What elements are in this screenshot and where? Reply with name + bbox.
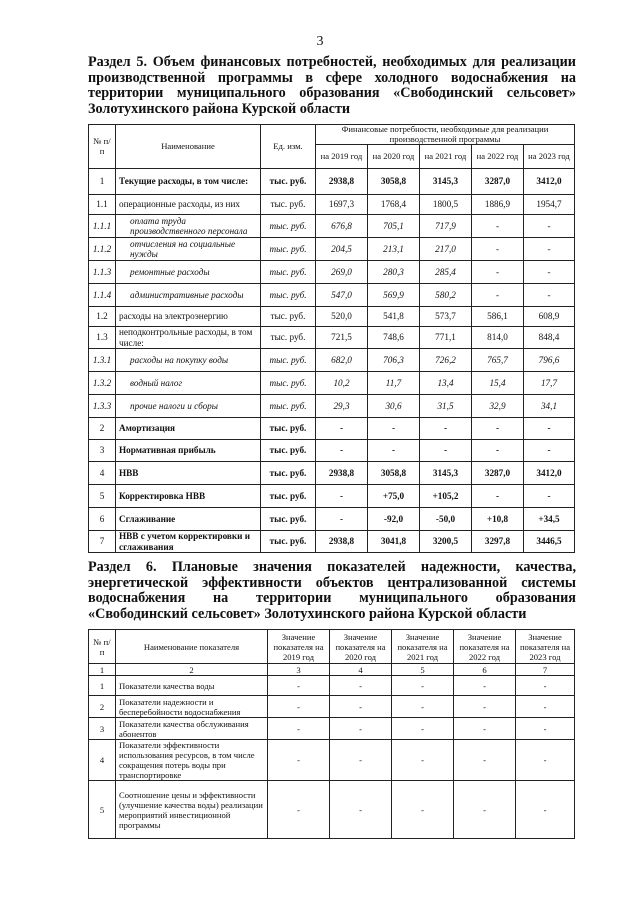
row-value: - bbox=[524, 215, 575, 238]
row-value: 1886,9 bbox=[472, 195, 524, 215]
row-value: 2938,8 bbox=[316, 531, 368, 553]
row-name: Показатели эффективности использования ресурсов, в том числе сокращения потерь воды при транспортировке bbox=[116, 740, 268, 781]
row-value: 706,3 bbox=[368, 349, 420, 372]
row-value: - bbox=[524, 485, 575, 508]
table-row bbox=[89, 508, 575, 531]
header-year: Значение показателя на 2021 год bbox=[392, 630, 454, 664]
row-value: 13,4 bbox=[420, 372, 472, 395]
row-value: - bbox=[316, 418, 368, 440]
row-value: 608,9 bbox=[524, 307, 575, 327]
row-value: 771,1 bbox=[420, 327, 472, 349]
row-name: Корректировка НВВ bbox=[116, 485, 261, 508]
row-value: 11,7 bbox=[368, 372, 420, 395]
column-number: 4 bbox=[330, 664, 392, 676]
header-unit: Ед. изм. bbox=[261, 125, 316, 169]
row-value: 3287,0 bbox=[472, 169, 524, 195]
row-value: - bbox=[368, 418, 420, 440]
row-value: 3058,8 bbox=[368, 169, 420, 195]
row-value: -92,0 bbox=[368, 508, 420, 531]
header-num: № п/п bbox=[89, 125, 116, 169]
row-name: расходы на электроэнергию bbox=[116, 307, 261, 327]
column-number: 7 bbox=[516, 664, 575, 676]
table-row bbox=[89, 718, 575, 740]
row-unit: тыс. руб. bbox=[261, 440, 316, 462]
row-value: 586,1 bbox=[472, 307, 524, 327]
row-value: 31,5 bbox=[420, 395, 472, 418]
row-value: 1800,5 bbox=[420, 195, 472, 215]
row-num: 7 bbox=[89, 531, 116, 553]
row-value: 814,0 bbox=[472, 327, 524, 349]
row-value: 726,2 bbox=[420, 349, 472, 372]
column-number: 2 bbox=[116, 664, 268, 676]
row-value: 3412,0 bbox=[524, 169, 575, 195]
table-row bbox=[89, 349, 575, 372]
row-value: 204,5 bbox=[316, 238, 368, 261]
table-row bbox=[89, 676, 575, 696]
row-value: - bbox=[454, 676, 516, 696]
row-name: Текущие расходы, в том числе: bbox=[116, 169, 261, 195]
row-num: 4 bbox=[89, 462, 116, 485]
row-num: 4 bbox=[89, 740, 116, 781]
row-name: расходы на покупку воды bbox=[116, 349, 261, 372]
row-value: 10,2 bbox=[316, 372, 368, 395]
row-value: 848,4 bbox=[524, 327, 575, 349]
row-unit: тыс. руб. bbox=[261, 508, 316, 531]
row-unit: тыс. руб. bbox=[261, 284, 316, 307]
row-num: 1.3 bbox=[89, 327, 116, 349]
table-row bbox=[89, 696, 575, 718]
row-unit: тыс. руб. bbox=[261, 418, 316, 440]
row-unit: тыс. руб. bbox=[261, 261, 316, 284]
row-value: +105,2 bbox=[420, 485, 472, 508]
header-year: на 2020 год bbox=[368, 145, 420, 169]
row-value: - bbox=[268, 718, 330, 740]
row-value: 3058,8 bbox=[368, 462, 420, 485]
row-value: 676,8 bbox=[316, 215, 368, 238]
row-name: Показатели качества обслуживания абонентов bbox=[116, 718, 268, 740]
row-num: 1.3.3 bbox=[89, 395, 116, 418]
row-name: операционные расходы, из них bbox=[116, 195, 261, 215]
row-name: прочие налоги и сборы bbox=[116, 395, 261, 418]
row-value: - bbox=[524, 284, 575, 307]
table-row bbox=[89, 307, 575, 327]
row-value: - bbox=[268, 676, 330, 696]
row-value: - bbox=[516, 676, 575, 696]
row-value: - bbox=[392, 781, 454, 839]
row-value: - bbox=[472, 284, 524, 307]
row-unit: тыс. руб. bbox=[261, 372, 316, 395]
row-value: 3145,3 bbox=[420, 462, 472, 485]
table-row bbox=[89, 418, 575, 440]
row-value: - bbox=[454, 718, 516, 740]
row-value: - bbox=[472, 261, 524, 284]
row-num: 1.1 bbox=[89, 195, 116, 215]
header-year: Значение показателя на 2019 год bbox=[268, 630, 330, 664]
row-value: 269,0 bbox=[316, 261, 368, 284]
row-num: 3 bbox=[89, 440, 116, 462]
header-year: на 2023 год bbox=[524, 145, 575, 169]
row-value: 32,9 bbox=[472, 395, 524, 418]
row-value: 748,6 bbox=[368, 327, 420, 349]
row-num: 6 bbox=[89, 508, 116, 531]
row-value: - bbox=[516, 696, 575, 718]
row-value: - bbox=[420, 440, 472, 462]
row-value: 796,6 bbox=[524, 349, 575, 372]
row-value: -50,0 bbox=[420, 508, 472, 531]
row-value: 29,3 bbox=[316, 395, 368, 418]
row-value: - bbox=[472, 238, 524, 261]
row-value: - bbox=[368, 440, 420, 462]
row-name: водный налог bbox=[116, 372, 261, 395]
row-value: 17,7 bbox=[524, 372, 575, 395]
row-unit: тыс. руб. bbox=[261, 238, 316, 261]
row-name: НВВ с учетом корректировки и сглаживания bbox=[116, 531, 261, 553]
row-unit: тыс. руб. bbox=[261, 307, 316, 327]
row-name: административные расходы bbox=[116, 284, 261, 307]
table-row bbox=[89, 462, 575, 485]
row-name: неподконтрольные расходы, в том числе: bbox=[116, 327, 261, 349]
row-value: 717,9 bbox=[420, 215, 472, 238]
column-number: 5 bbox=[392, 664, 454, 676]
row-value: 280,3 bbox=[368, 261, 420, 284]
row-value: 3287,0 bbox=[472, 462, 524, 485]
row-num: 3 bbox=[89, 718, 116, 740]
row-num: 5 bbox=[89, 781, 116, 839]
table-row bbox=[89, 261, 575, 284]
row-value: - bbox=[472, 440, 524, 462]
header-year: на 2019 год bbox=[316, 145, 368, 169]
row-value: +75,0 bbox=[368, 485, 420, 508]
row-unit: тыс. руб. bbox=[261, 215, 316, 238]
table-row bbox=[89, 485, 575, 508]
header-year: Значение показателя на 2022 год bbox=[454, 630, 516, 664]
table-row bbox=[89, 284, 575, 307]
row-value: 3412,0 bbox=[524, 462, 575, 485]
row-value: - bbox=[454, 740, 516, 781]
row-value: 765,7 bbox=[472, 349, 524, 372]
row-value: 547,0 bbox=[316, 284, 368, 307]
row-value: 3446,5 bbox=[524, 531, 575, 553]
row-value: 1768,4 bbox=[368, 195, 420, 215]
row-value: +34,5 bbox=[524, 508, 575, 531]
row-num: 1.3.2 bbox=[89, 372, 116, 395]
row-value: - bbox=[472, 418, 524, 440]
row-value: - bbox=[330, 740, 392, 781]
row-name: Сглаживание bbox=[116, 508, 261, 531]
row-value: +10,8 bbox=[472, 508, 524, 531]
row-value: 30,6 bbox=[368, 395, 420, 418]
section5-title: Раздел 5. Объем финансовых потребностей, необходимых для реализации производственной программы в сфере холодного водоснабжения на территории муниципального образования «Свободинский сельсовет» Золотухинского района Курской области bbox=[88, 54, 576, 117]
row-value: 3297,8 bbox=[472, 531, 524, 553]
row-name: Показатели надежности и бесперебойности водоснабжения bbox=[116, 696, 268, 718]
header-row bbox=[89, 630, 575, 664]
row-value: - bbox=[330, 676, 392, 696]
header-year: на 2021 год bbox=[420, 145, 472, 169]
table-row bbox=[89, 781, 575, 839]
row-name: Показатели качества воды bbox=[116, 676, 268, 696]
row-value: - bbox=[524, 440, 575, 462]
row-value: - bbox=[524, 238, 575, 261]
header-year: Значение показателя на 2020 год bbox=[330, 630, 392, 664]
row-value: - bbox=[392, 740, 454, 781]
row-value: 541,8 bbox=[368, 307, 420, 327]
row-value: - bbox=[516, 740, 575, 781]
row-num: 1.1.2 bbox=[89, 238, 116, 261]
header-name: Наименование показателя bbox=[116, 630, 268, 664]
header-name: Наименование bbox=[116, 125, 261, 169]
row-value: - bbox=[268, 696, 330, 718]
table-row bbox=[89, 372, 575, 395]
row-value: 2938,8 bbox=[316, 169, 368, 195]
row-value: 705,1 bbox=[368, 215, 420, 238]
row-unit: тыс. руб. bbox=[261, 531, 316, 553]
row-value: - bbox=[524, 418, 575, 440]
row-value: 213,1 bbox=[368, 238, 420, 261]
row-value: - bbox=[268, 781, 330, 839]
row-value: 2938,8 bbox=[316, 462, 368, 485]
row-value: 285,4 bbox=[420, 261, 472, 284]
row-value: - bbox=[524, 261, 575, 284]
row-value: 217,0 bbox=[420, 238, 472, 261]
row-unit: тыс. руб. bbox=[261, 349, 316, 372]
column-number-row bbox=[89, 664, 575, 676]
header-year: на 2022 год bbox=[472, 145, 524, 169]
row-value: - bbox=[472, 215, 524, 238]
row-value: 3145,3 bbox=[420, 169, 472, 195]
row-value: 1697,3 bbox=[316, 195, 368, 215]
column-number: 1 bbox=[89, 664, 116, 676]
row-name: ремонтные расходы bbox=[116, 261, 261, 284]
page-number: 3 bbox=[316, 34, 324, 49]
row-unit: тыс. руб. bbox=[261, 462, 316, 485]
row-num: 1.3.1 bbox=[89, 349, 116, 372]
row-value: 569,9 bbox=[368, 284, 420, 307]
table-row bbox=[89, 169, 575, 195]
row-value: - bbox=[516, 781, 575, 839]
row-value: 573,7 bbox=[420, 307, 472, 327]
row-value: - bbox=[316, 485, 368, 508]
row-num: 1.1.4 bbox=[89, 284, 116, 307]
row-value: - bbox=[268, 740, 330, 781]
row-num: 1.1.1 bbox=[89, 215, 116, 238]
header-row bbox=[89, 125, 575, 145]
row-value: - bbox=[330, 718, 392, 740]
row-value: 15,4 bbox=[472, 372, 524, 395]
table-row bbox=[89, 327, 575, 349]
row-value: - bbox=[330, 696, 392, 718]
column-number: 3 bbox=[268, 664, 330, 676]
indicators-table bbox=[88, 629, 575, 839]
row-name: НВВ bbox=[116, 462, 261, 485]
table-row bbox=[89, 531, 575, 553]
row-value: 580,2 bbox=[420, 284, 472, 307]
row-value: - bbox=[316, 440, 368, 462]
row-num: 5 bbox=[89, 485, 116, 508]
row-unit: тыс. руб. bbox=[261, 485, 316, 508]
row-num: 1 bbox=[89, 676, 116, 696]
row-num: 2 bbox=[89, 696, 116, 718]
row-name: Амортизация bbox=[116, 418, 261, 440]
table-row bbox=[89, 440, 575, 462]
row-value: 721,5 bbox=[316, 327, 368, 349]
row-value: 682,0 bbox=[316, 349, 368, 372]
row-value: 3041,8 bbox=[368, 531, 420, 553]
row-value: - bbox=[392, 718, 454, 740]
row-value: 3200,5 bbox=[420, 531, 472, 553]
row-num: 1.2 bbox=[89, 307, 116, 327]
header-year: Значение показателя на 2023 год bbox=[516, 630, 575, 664]
row-value: 520,0 bbox=[316, 307, 368, 327]
row-value: 1954,7 bbox=[524, 195, 575, 215]
row-value: - bbox=[316, 508, 368, 531]
section6-title: Раздел 6. Плановые значения показателей надежности, качества, энергетической эффективности объектов централизованной системы водоснабжения на территории муниципального образования «Свободинский сельсовет» Золотухинского района Курской области bbox=[88, 559, 576, 622]
row-num: 2 bbox=[89, 418, 116, 440]
row-name: оплата труда производственного персонала bbox=[116, 215, 261, 238]
row-value: - bbox=[420, 418, 472, 440]
table-row bbox=[89, 215, 575, 238]
row-value: - bbox=[516, 718, 575, 740]
row-value: - bbox=[454, 781, 516, 839]
row-unit: тыс. руб. bbox=[261, 195, 316, 215]
row-unit: тыс. руб. bbox=[261, 169, 316, 195]
table-row bbox=[89, 740, 575, 781]
row-name: Нормативная прибыль bbox=[116, 440, 261, 462]
row-value: - bbox=[454, 696, 516, 718]
row-unit: тыс. руб. bbox=[261, 395, 316, 418]
row-num: 1 bbox=[89, 169, 116, 195]
column-number: 6 bbox=[454, 664, 516, 676]
row-value: - bbox=[472, 485, 524, 508]
row-unit: тыс. руб. bbox=[261, 327, 316, 349]
row-value: - bbox=[392, 676, 454, 696]
table-row bbox=[89, 195, 575, 215]
row-value: - bbox=[392, 696, 454, 718]
header-num: № п/п bbox=[89, 630, 116, 664]
header-group: Финансовые потребности, необходимые для реализации производственной программы bbox=[316, 125, 575, 145]
row-value: - bbox=[330, 781, 392, 839]
row-value: 34,1 bbox=[524, 395, 575, 418]
row-name: Соотношение цены и эффективности (улучшение качества воды) реализации мероприятий инвестиционной программы bbox=[116, 781, 268, 839]
financial-needs-table bbox=[88, 124, 575, 553]
row-name: отчисления на социальные нужды bbox=[116, 238, 261, 261]
table-row bbox=[89, 238, 575, 261]
table-row bbox=[89, 395, 575, 418]
row-num: 1.1.3 bbox=[89, 261, 116, 284]
